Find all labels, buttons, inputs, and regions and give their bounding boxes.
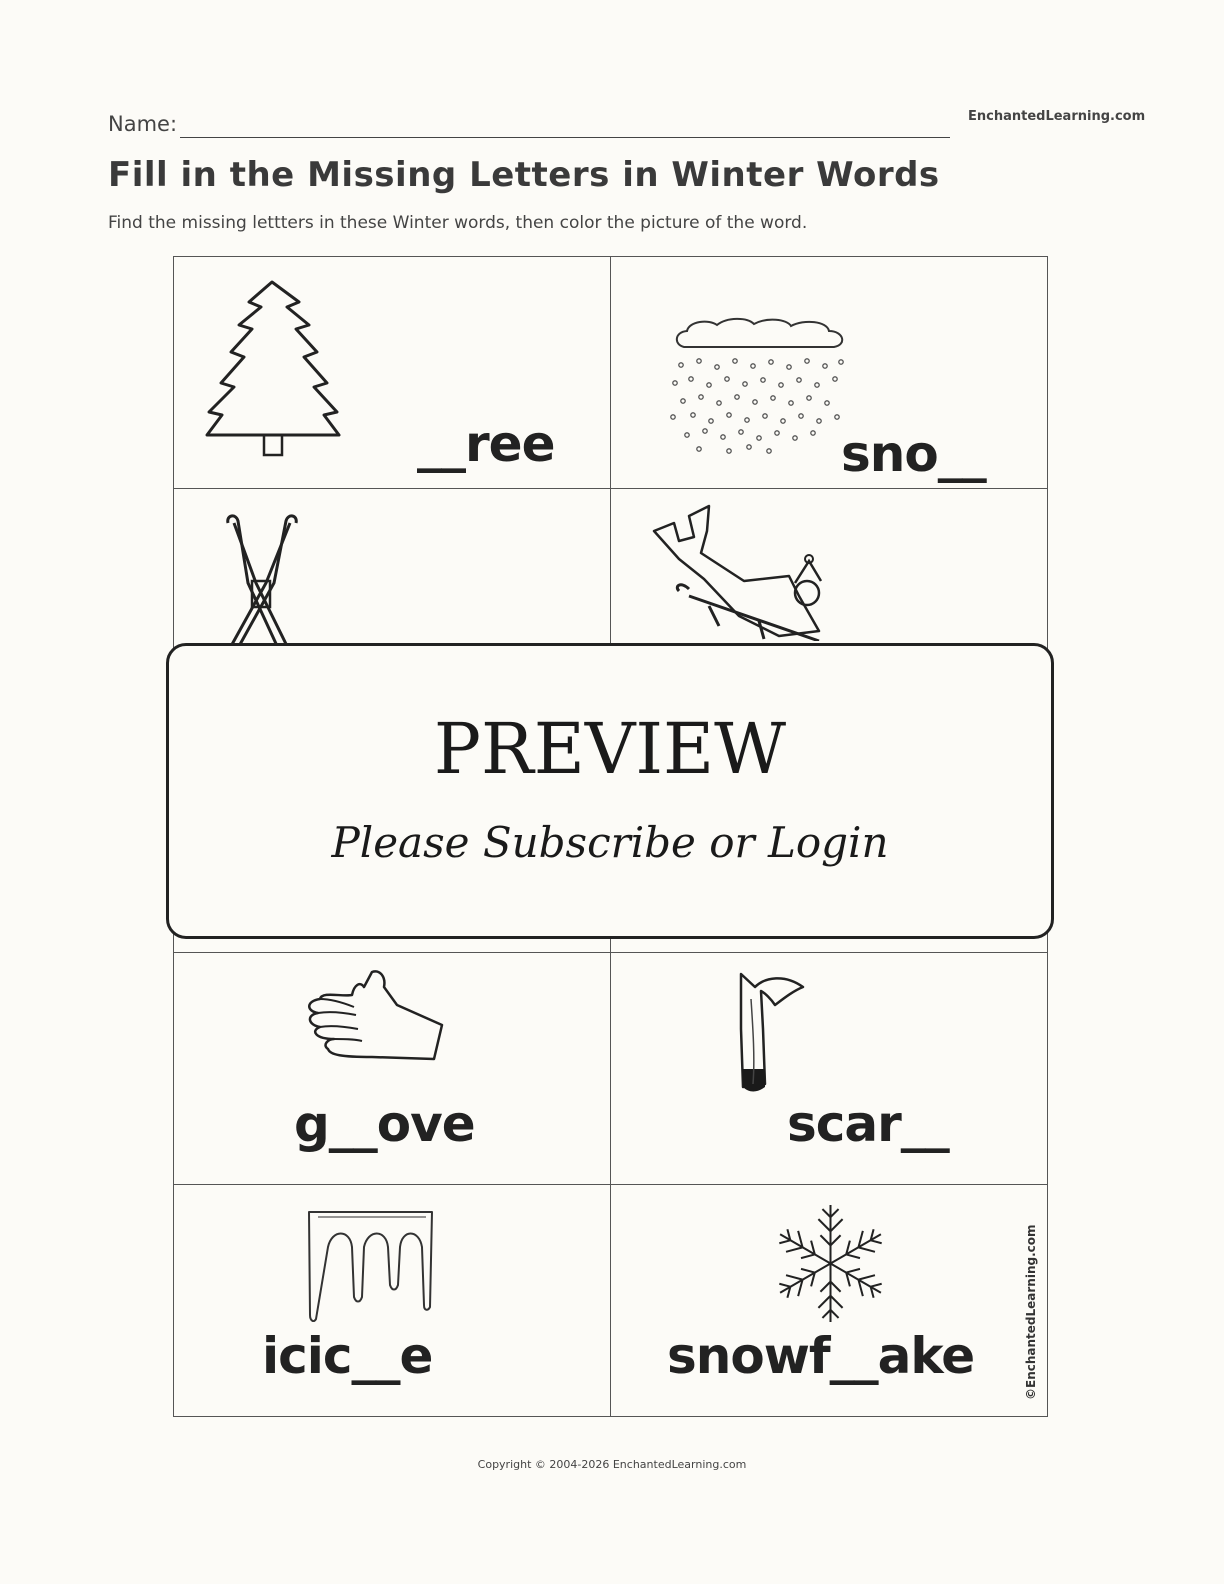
cell-icicle — [173, 1184, 611, 1417]
glove-icon — [302, 967, 447, 1067]
cell-snow — [610, 256, 1048, 489]
cell-tree — [173, 256, 611, 489]
name-label: Name: — [108, 112, 178, 136]
pine-tree-icon — [204, 277, 344, 462]
sled-icon — [649, 501, 829, 641]
word-snow: sno__ — [841, 425, 986, 483]
instructions: Find the missing lettters in these Winter words, then color the picture of the word. — [108, 213, 808, 233]
cell-snowflake — [610, 1184, 1048, 1417]
preview-title: PREVIEW — [433, 708, 787, 790]
word-icicle: icic__e — [262, 1327, 433, 1385]
word-tree: __ree — [417, 415, 555, 473]
name-row — [108, 110, 950, 140]
cell-scarf — [610, 952, 1048, 1185]
preview-overlay[interactable] — [166, 643, 1054, 939]
page-title: Fill in the Missing Letters in Winter Words — [108, 155, 940, 195]
snowflake-icon — [768, 1201, 893, 1326]
skis-icon — [218, 513, 308, 653]
site-brand[interactable]: EnchantedLearning.com — [968, 109, 1146, 124]
cell-glove — [173, 952, 611, 1185]
name-line — [180, 137, 950, 138]
word-scarf: scar__ — [787, 1095, 949, 1153]
word-glove: g__ove — [294, 1095, 475, 1153]
snow-cloud-icon — [669, 317, 854, 457]
vertical-credit: ©EnchantedLearning.com — [1024, 1224, 1038, 1400]
preview-subscribe-login[interactable]: Please Subscribe or Login — [331, 818, 889, 867]
word-snowflake: snowf__ake — [667, 1327, 975, 1385]
copyright: Copyright © 2004-2026 EnchantedLearning.com — [477, 1458, 747, 1471]
icicles-icon — [304, 1207, 439, 1322]
scarf-icon — [733, 969, 813, 1109]
